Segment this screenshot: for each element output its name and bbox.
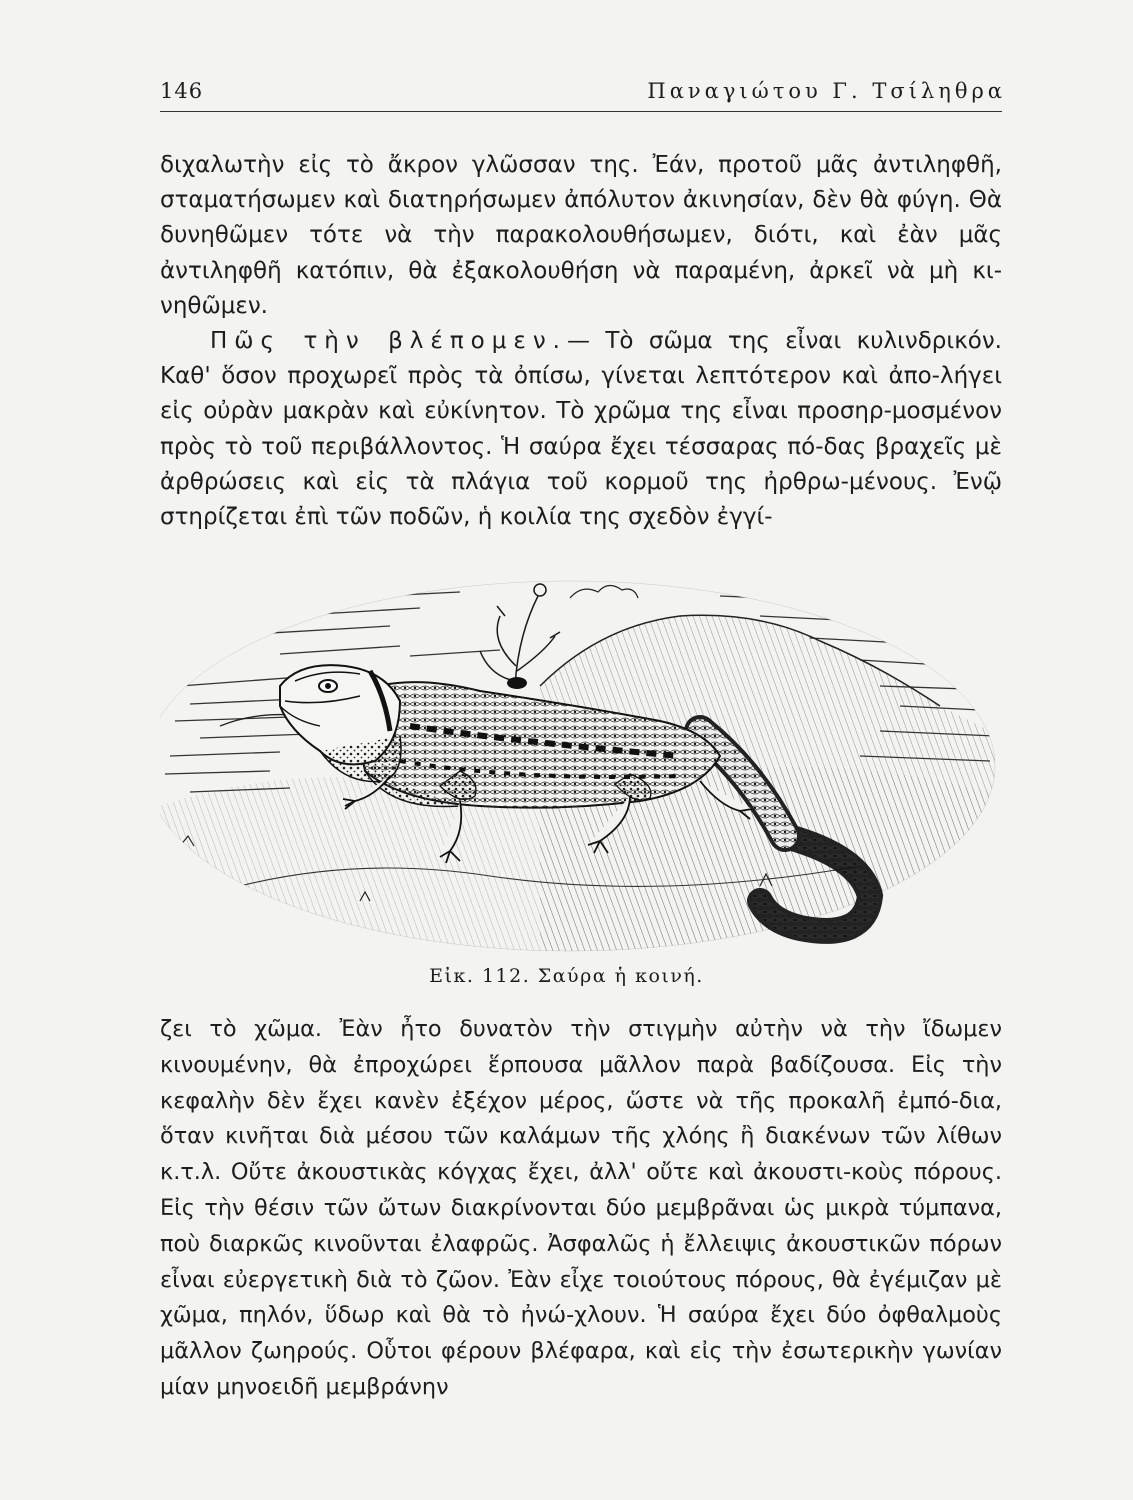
page-number: 146 (160, 79, 204, 103)
paragraph-2 (160, 324, 1002, 535)
figure-caption: Εἰκ. 112. Σαύρα ἡ κοινή. (429, 965, 704, 987)
header-rule (160, 111, 1002, 112)
section-heading: Πῶς τὴν βλέπομεν. (210, 328, 567, 355)
top-text-block (160, 148, 1002, 535)
paragraph-1: διχαλωτὴν εἰς τὸ ἄκρον γλῶσσαν της. Ἐάν, προτοῦ μᾶς ἀντιληφθῆ, σταματήσωμεν καὶ διατηρήσωμεν ἀπόλυτον ἀκινησίαν, δὲν θὰ φύγη. Θὰ δυνηθῶμεν τότε νὰ τὴν παρακολουθήσωμεν, διότι, καὶ ἐὰν μᾶς ἀντιληφθῆ κατόπιν, θὰ ἐξακολουθήση νὰ παραμένη, ἀρκεῖ νὰ μὴ κι-νηθῶμεν. (160, 152, 1002, 319)
running-title: Παναγιώτου Γ. Τσίληθρα (647, 79, 1006, 103)
plant-sprig (480, 584, 560, 686)
lizard-illustration (160, 556, 1005, 956)
bottom-text-block (160, 1012, 1002, 1406)
paragraph-2-body: — Τὸ σῶμα της εἶναι κυλινδρικόν. Καθ' ὅσον προχωρεῖ πρὸς τὰ ὀπίσω, γίνεται λεπτότερον καὶ ἀπο-λήγει εἰς οὐρὰν μακρὰν καὶ εὐκίνητον. Τὸ χρῶμα της εἶναι προσηρ-μοσμένον πρὸς τὸ τοῦ περιβάλλοντος. Ἡ σαύρα ἔχει τέσσαρας πό-δας βραχεῖς μὲ ἀρθρώσεις καὶ εἰς τὰ πλάγια τοῦ κορμοῦ της ἠρθρω-μένους. Ἐνῷ στηρίζεται ἐπὶ τῶν ποδῶν, ἡ κοιλία της σχεδὸν ἐγγί- (160, 328, 1002, 531)
paragraph-3: ζει τὸ χῶμα. Ἐὰν ἦτο δυνατὸν τὴν στιγμὴν αὐτὴν νὰ τὴν ἴδωμεν κινουμένην, θὰ ἐπροχώρει ἕρπουσα μᾶλλον παρὰ βαδίζουσα. Εἰς τὴν κεφαλὴν δὲν ἔχει κανὲν ἐξέχον μέρος, ὥστε νὰ τῆς προκαλῆ ἐμπό-δια, ὅταν κινῆται διὰ μέσου τῶν καλάμων τῆς χλόης ἢ διακένων τῶν λίθων κ.τ.λ. Οὔτε ἀκουστικὰς κόγχας ἔχει, ἀλλ' οὔτε καὶ ἀκουστι-κοὺς πόρους. Εἰς τὴν θέσιν τῶν ὤτων διακρίνονται δύο μεμβρᾶναι ὡς μικρὰ τύμπανα, ποὺ διαρκῶς κινοῦνται ἐλαφρῶς. Ἀσφαλῶς ἡ ἔλλειψις ἀκουστικῶν πόρων εἶναι εὐεργετικὴ διὰ τὸ ζῶον. Ἐὰν εἶχε τοιούτους πόρους, θὰ ἐγέμιζαν μὲ χῶμα, πηλόν, ὕδωρ καὶ θὰ τὸ ἠνώ-χλουν. Ἡ σαύρα ἔχει δύο ὀφθαλμοὺς μᾶλλον ζωηρούς. Οὗτοι φέρουν βλέφαρα, καὶ εἰς τὴν ἐσωτερικὴν γωνίαν μίαν μηνοειδῆ μεμβράνην (160, 1016, 1002, 1400)
